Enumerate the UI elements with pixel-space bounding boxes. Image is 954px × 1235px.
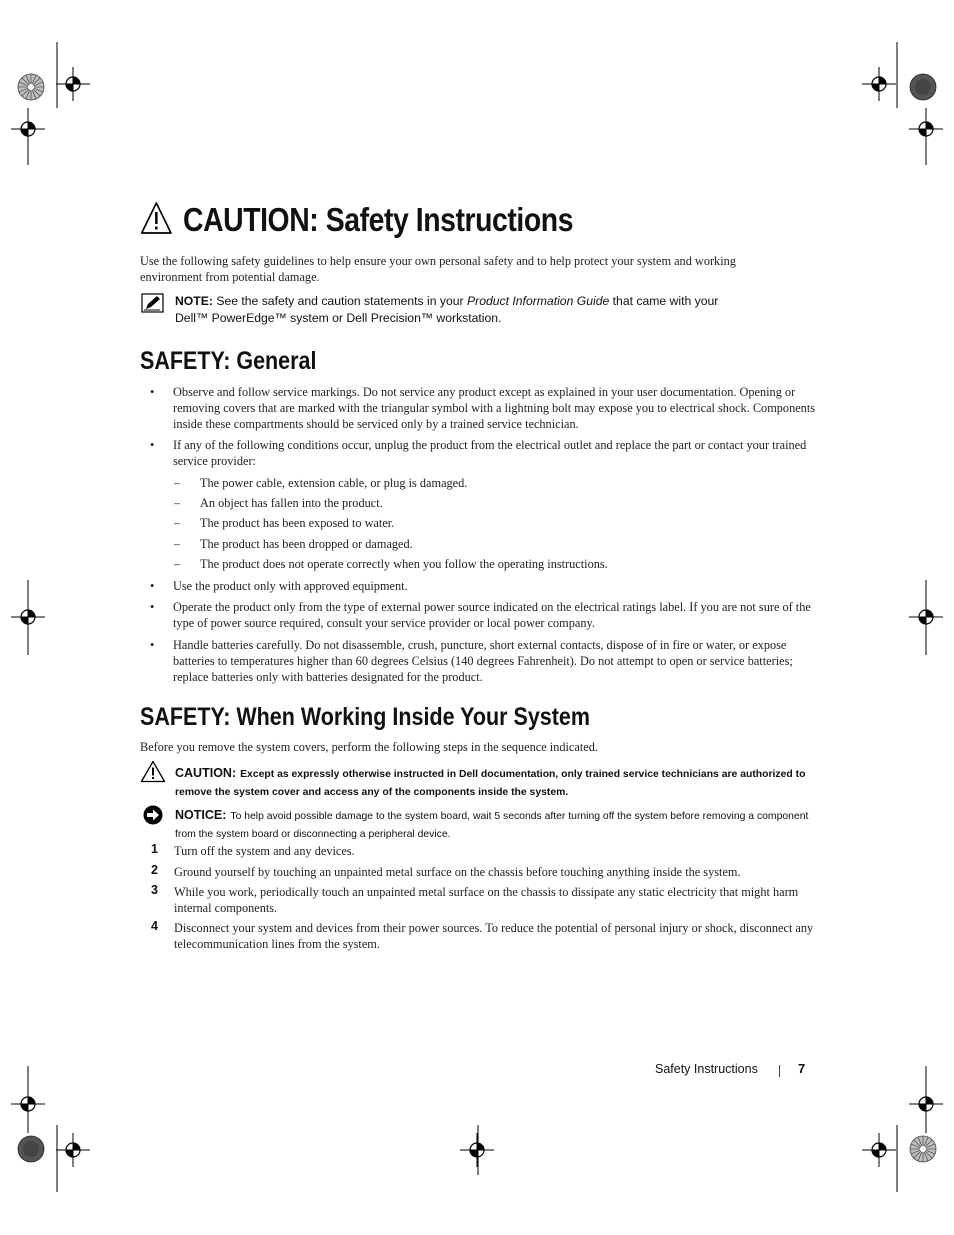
notice-text: To help avoid possible damage to the system board, wait 5 seconds after turning off the system before removing a component from the system board or disconnecting a peripheral device. bbox=[175, 811, 809, 840]
bullet-dot: • bbox=[150, 438, 155, 452]
step-text: Turn off the system and any devices. bbox=[174, 844, 355, 858]
sub-item-text: The product does not operate correctly when you follow the operating instructions. bbox=[200, 557, 608, 571]
general-bullet-2 bbox=[150, 438, 818, 470]
note-pencil-icon bbox=[141, 293, 164, 313]
step-number: 2 bbox=[151, 863, 158, 877]
general-bullet-4-text: Operate the product only from the type of external power source indicated on the electrical ratings label. If you are not sure of the type of power source required, consult your service provider or local power company. bbox=[173, 600, 811, 630]
step-number: 3 bbox=[151, 883, 158, 897]
caution-triangle-icon bbox=[140, 760, 166, 783]
general-bullet-1 bbox=[150, 385, 818, 432]
general-bullet-4 bbox=[150, 600, 818, 632]
bullet-dot: • bbox=[150, 579, 155, 593]
sub-item-text: The product has been exposed to water. bbox=[200, 516, 395, 530]
footer-separator bbox=[779, 1065, 780, 1077]
note-text-after: that came with your bbox=[612, 294, 719, 308]
page-title-text: CAUTION: Safety Instructions bbox=[183, 201, 574, 238]
section-heading-general: SAFETY: General bbox=[140, 347, 317, 375]
general-bullet-3 bbox=[150, 579, 818, 595]
warning-triangle-icon bbox=[140, 201, 173, 235]
dash-mark: – bbox=[174, 516, 181, 530]
intro-paragraph: Use the following safety guidelines to help ensure your own personal safety and to help protect your system and working environment from potential damage. bbox=[140, 254, 736, 284]
step-number: 1 bbox=[151, 842, 158, 856]
footer-section-label: Safety Instructions bbox=[655, 1062, 758, 1076]
general-bullet-2-text: If any of the following conditions occur, unplug the product from the electrical outlet and replace the part or contact your trained service provider: bbox=[173, 438, 807, 468]
inside-intro: Before you remove the system covers, perform the following steps in the sequence indicated. bbox=[140, 740, 598, 754]
caution-block bbox=[175, 765, 815, 801]
bullet-dot: • bbox=[150, 385, 155, 399]
dash-mark: – bbox=[174, 496, 181, 510]
step-text: Disconnect your system and devices from their power sources. To reduce the potential of personal injury or shock, disconnect any telecommunication lines from the system. bbox=[174, 921, 814, 951]
notice-block bbox=[175, 807, 815, 843]
sub-item-text: The product has been dropped or damaged. bbox=[200, 537, 413, 551]
notice-arrow-icon bbox=[142, 805, 164, 825]
dash-mark: – bbox=[174, 476, 181, 490]
general-bullet-1-text: Observe and follow service markings. Do not service any product except as explained in your user documentation. Opening or removing covers that are marked with the triangular symbol with a lightning bolt may expose you to electrical shock. Components inside these compartments should be serviced only by a trained service technician. bbox=[173, 385, 816, 431]
note-block bbox=[175, 293, 775, 327]
note-text-before: See the safety and caution statements in your bbox=[216, 294, 464, 308]
note-label: NOTE: bbox=[175, 294, 213, 308]
bullet-dot: • bbox=[150, 638, 155, 652]
note-italic-title: Product Information Guide bbox=[467, 294, 610, 308]
dash-mark: – bbox=[174, 537, 181, 551]
step-text: Ground yourself by touching an unpainted metal surface on the chassis before touching anything inside the system. bbox=[174, 865, 741, 879]
sub-item-text: An object has fallen into the product. bbox=[200, 496, 383, 510]
step-text: While you work, periodically touch an unpainted metal surface on the chassis to dissipate any static electricity that might harm internal components. bbox=[174, 885, 799, 915]
notice-label: NOTICE: bbox=[175, 808, 227, 822]
section-heading-inside: SAFETY: When Working Inside Your System bbox=[140, 703, 590, 731]
general-bullet-3-text: Use the product only with approved equipment. bbox=[173, 579, 408, 593]
caution-text: Except as expressly otherwise instructed in Dell documentation, only trained service technicians are authorized to remove the system cover and access any of the components inside the system. bbox=[175, 769, 806, 798]
step-number: 4 bbox=[151, 919, 158, 933]
note-line2: Dell™ PowerEdge™ system or Dell Precision™ workstation. bbox=[175, 311, 502, 325]
sub-item-text: The power cable, extension cable, or plug is damaged. bbox=[200, 476, 468, 490]
general-bullet-5 bbox=[150, 638, 818, 685]
page-title bbox=[140, 198, 573, 242]
dash-mark: – bbox=[174, 557, 181, 571]
caution-label: CAUTION: bbox=[175, 766, 237, 780]
page-number: 7 bbox=[798, 1061, 806, 1076]
bullet-dot: • bbox=[150, 600, 155, 614]
general-bullet-5-text: Handle batteries carefully. Do not disassemble, crush, puncture, short external contacts, dispose of in fire or water, or expose batteries to temperatures higher than 60 degrees Celsius (140 degrees Fahrenheit). Do not attempt to open or service batteries; replace batteries only with batteries designated for the product. bbox=[173, 638, 793, 684]
